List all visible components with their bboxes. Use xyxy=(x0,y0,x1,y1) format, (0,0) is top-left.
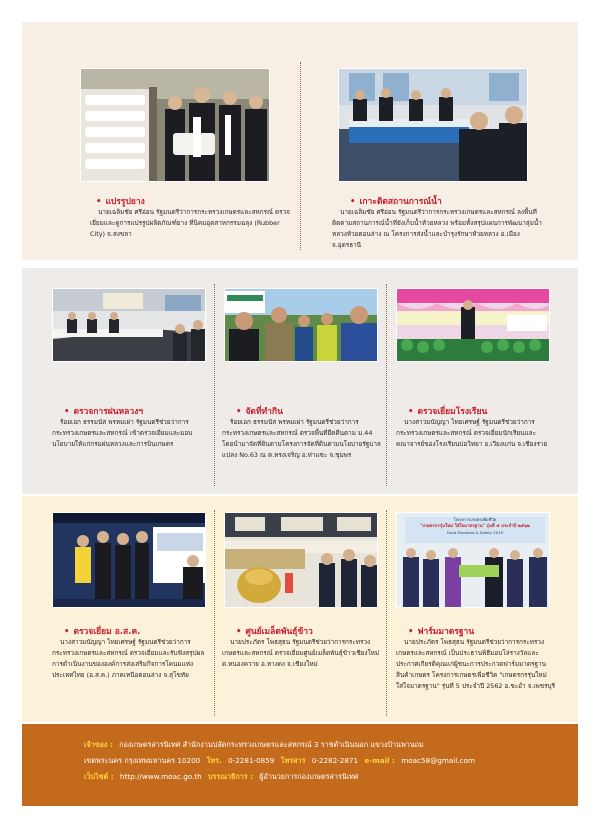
footer-address-line xyxy=(84,756,475,767)
divider-low-2 xyxy=(386,510,387,716)
school-visit-photo xyxy=(396,288,550,362)
mid-3-title: • ตรวจเยี่ยมโรงเรียน xyxy=(408,407,488,417)
footer-fax-label: โทรสาร xyxy=(280,756,306,765)
top-right-text: นายเฉลิมชัย ศรีอ่อน รัฐมนตรีว่าการกระทรวงเกษตรและสหกรณ์ ลงพื้นที่ติดตามสถานการณ์น้ำที่ยังเก็บน้ำห้วยหลวง พร้อมทั้งสรุปแผนการพัฒนาลุ่มน้ำหลวงห้วยตอนล่าง ณ โครงการส่งน้ำและบำรุงรักษาห้วยหลวง อ.เมือง จ.อุดรธานี xyxy=(332,208,542,249)
award-banner-line3: Food Standard & Safety 2019 xyxy=(447,530,503,535)
mid-1-title: • ตรวจการฝนหลวงฯ xyxy=(64,407,144,417)
divider-top xyxy=(300,62,301,250)
footer-address-text: เขตพระนคร กรุงเทพมหานคร 10200 xyxy=(84,756,201,765)
top-left-text: นายเฉลิมชัย ศรีอ่อน รัฐมนตรีว่าการกระทรวงเกษตรและสหกรณ์ ตรวจเยี่ยมและดูการแปรรูปผลิตภัณฑ์ยาง ที่นิคมอุตสาหกรรมฉลุง (Rubber City) จ.สงขลา xyxy=(90,208,290,238)
divider-mid-1 xyxy=(214,284,215,486)
low-3-text: นายประภัตร โพธสุธน รัฐมนตรีช่วยว่าการกระทรวงเกษตรและสหกรณ์ เป็นประธานพิธีมอบโล่รางวัลและประกาศเกียรติคุณแก่ผู้ชนะการประกวดฟาร์มมาตรฐานสินค้าเกษตร โครงการเกษตรเพื่อชีวิต "เกษตรกรรุ่นใหม่ ใส่ใจมาตรฐาน" รุ่นที่ 5 ประจำปี 2562 อ.ชะอำ จ.เพชรบุรี xyxy=(396,638,556,690)
footer-email-label: e-mail : xyxy=(364,756,395,765)
top-right-title: • เกาะติดสถานการณ์น้ำ xyxy=(350,197,442,207)
footer-owner-label: เจ้าของ : xyxy=(84,740,113,749)
low-2-title: • ศูนย์เมล็ดพันธุ์ข้าว xyxy=(236,627,313,637)
water-meeting-photo xyxy=(338,68,528,182)
footer-tel-label: โทร. xyxy=(206,756,222,765)
mid-1-text: ร้อยเอก ธรรมนัส พรหมเผ่า รัฐมนตรีช่วยว่าการกระทรวงเกษตรและสหกรณ์ เข้าตรวจเยี่ยมและมอบนโยบายให้แก่กรมฝนหลวงและการบินเกษตร xyxy=(52,418,193,448)
footer-editor: ผู้อำนวยการกองเกษตรสารนิเทศ xyxy=(259,772,359,781)
award-banner-line1: โครงการเกษตรเพื่อชีวิต xyxy=(453,517,497,522)
mid-2-title: • จัดที่ทำกิน xyxy=(236,407,283,417)
footer-owner-text: กองเกษตรสารนิเทศ สำนักงานปลัดกระทรวงเกษตรและสหกรณ์ 3 ราชดำเนินนอก แขวงบ้านพานถม xyxy=(119,740,424,749)
mid-2-text: ร้อยเอก ธรรมนัส พรหมเผ่า รัฐมนตรีช่วยว่าการกระทรวงเกษตรและสหกรณ์ ตรวจพื้นที่ยึดคืนตาม ม.44 โดยนำมาจัดที่ดินตามโครงการจัดที่ดินตามนโยบายรัฐบาลแปลง No.63 ณ ต.ทรงเจริญ อ.ท่าแซะ จ.ชุมพร xyxy=(222,418,381,459)
low-1-title: • ตรวจเยี่ยม อ.ส.ค. xyxy=(64,627,141,637)
low-2-text: นายประภัตร โพธสุธน รัฐมนตรีช่วยว่าการกระทรวงเกษตรและสหกรณ์ ตรวจเยี่ยมศูนย์เมล็ดพันธุ์ข้าวเชียงใหม่ ต.หนองควาย อ.หางดง จ.เชียงใหม่ xyxy=(222,638,380,668)
low-1-text: นางสาวมนัญญา ไทยเศรษฐ์ รัฐมนตรีช่วยว่าการกระทรวงเกษตรและสหกรณ์ ตรวจเยี่ยมและรับฟังสรุปผลการดำเนินงานขององค์การส่งเสริมกิจการโคนมแห่งประเทศไทย (อ.ส.ค.) ภาคเหนือตอนล่าง จ.สุโขทัย xyxy=(52,638,205,679)
rice-seed-center-photo xyxy=(224,512,378,608)
footer-web-label: เว็บไซต์ : xyxy=(84,772,114,781)
land-allocation-photo xyxy=(224,288,378,362)
footer-web-link[interactable]: http://www.moac.go.th xyxy=(119,772,202,781)
standard-farm-award-photo xyxy=(396,512,550,608)
footer-web-line xyxy=(84,772,358,783)
rubber-factory-photo xyxy=(80,68,270,182)
footer-fax: 0-2282-2871 xyxy=(311,756,359,765)
footer-owner-line xyxy=(84,740,424,751)
top-left-title: • แปรรูปยาง xyxy=(96,197,145,207)
dairy-visit-photo xyxy=(52,512,206,608)
divider-mid-2 xyxy=(386,284,387,486)
royal-rain-meeting-photo xyxy=(52,288,206,362)
low-3-title: • ฟาร์มมาตรฐาน xyxy=(408,627,475,637)
footer-editor-label: บรรณาธิการ : xyxy=(208,772,253,781)
mid-3-text: นางสาวมนัญญา ไทยเศรษฐ์ รัฐมนตรีช่วยว่าการกระทรวงเกษตรและสหกรณ์ ตรวจเยี่ยมนักเรียนและคณาจารย์ของโรงเรียนบ่อวิทยา อ.เวียงแก่น จ.เชียงราย xyxy=(396,418,548,448)
divider-low-1 xyxy=(214,510,215,716)
footer-tel: 0-2281-0859 xyxy=(228,756,275,765)
footer-email[interactable]: moac58@gmail.com xyxy=(401,756,475,765)
award-banner-line2: "เกษตรกรรุ่นใหม่ ใส่ใจมาตรฐาน" รุ่นที่ ๕ ประจำปี ๒๕๖๒ xyxy=(420,524,530,529)
